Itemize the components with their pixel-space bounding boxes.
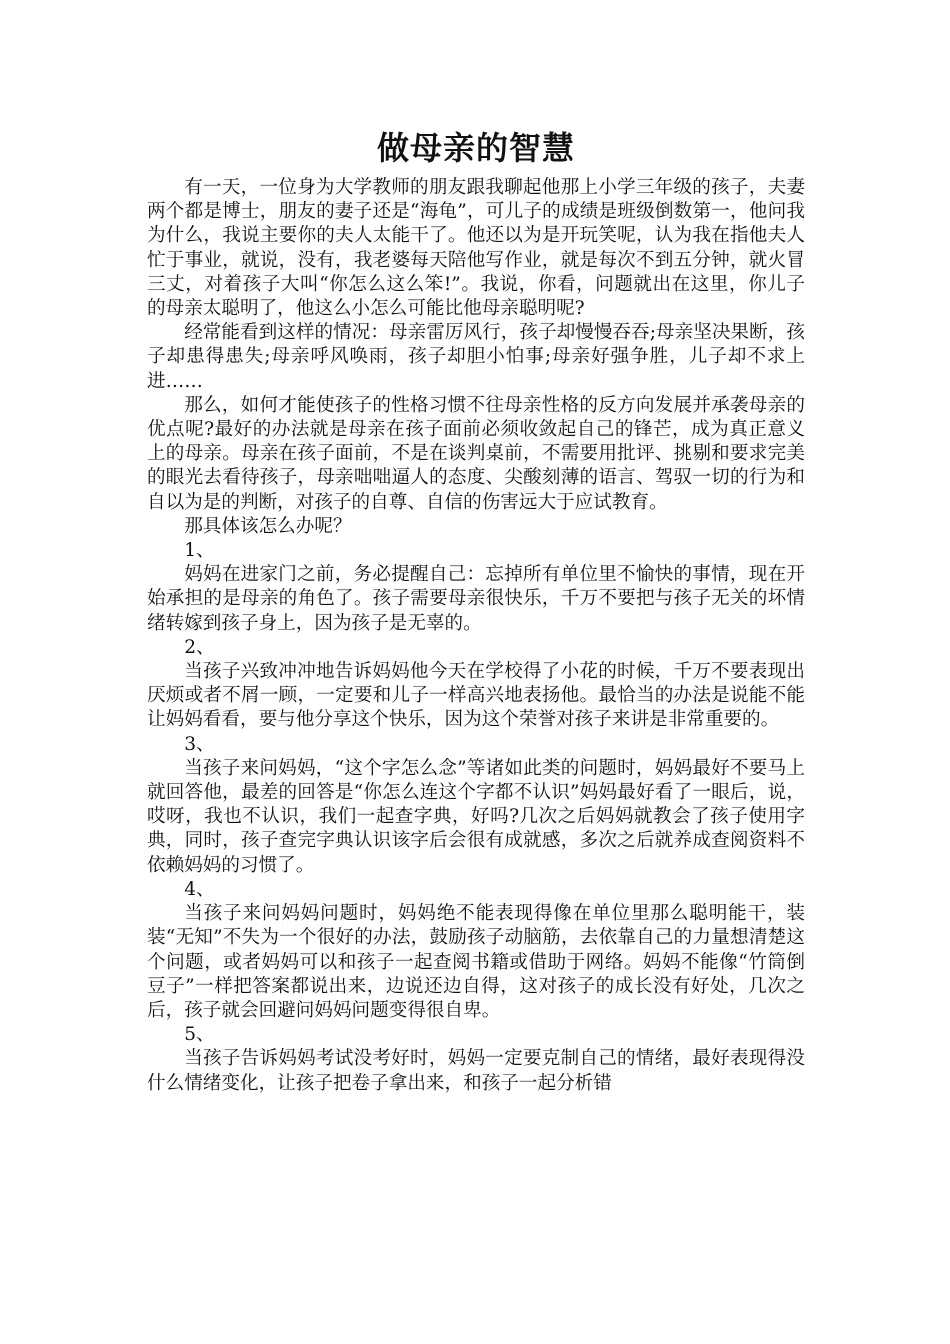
paragraph: 那具体该怎么办呢？ xyxy=(184,515,352,537)
section-number: 3、 xyxy=(184,733,215,755)
document-title: 做母亲的智慧 xyxy=(376,129,575,167)
section-number: 4、 xyxy=(184,878,215,900)
paragraph: 当孩子告诉妈妈考试没考好时，妈妈一定要克制自己的情绪，最好表现得没什么情绪变化，让孩子把卷子拿出来，和孩子一起分析错 xyxy=(147,1048,805,1094)
paragraph: 有一天，一位身为大学教师的朋友跟我聊起他那上小学三年级的孩子，夫妻两个都是博士，朋友的妻子还是“海龟”，可儿子的成绩是班级倒数第一，他问我为什么，我说主要你的夫人太能干了。他还以为是开玩笑呢，认为我在指他夫人忙于事业，就说，没有，我老婆每天陪他写作业，就是每次不到五分钟，就火冒三丈，对着孩子大叫“你怎么这么笨!”。我说，你看，问题就出在这里，你儿子的母亲太聪明了，他这么小怎么可能比他母亲聪明呢? xyxy=(147,177,805,320)
paragraph: 当孩子来问妈妈，“这个字怎么念”等诸如此类的问题时，妈妈最好不要马上就回答他，最差的回答是“你怎么连这个字都不认识”妈妈最好看了一眼后，说，哎呀，我也不认识，我们一起查字典，好吗?几次之后妈妈就教会了孩子使用字典，同时，孩子查完字典认识该字后会很有成就感，多次之后就养成查阅资料不依赖妈妈的习惯了。 xyxy=(147,757,805,876)
section-number: 2、 xyxy=(184,636,215,658)
paragraph: 当孩子来问妈妈问题时，妈妈绝不能表现得像在单位里那么聪明能干，装装“无知”不失为一个很好的办法，鼓励孩子动脑筋，去依靠自己的力量想清楚这个问题，或者妈妈可以和孩子一起查阅书籍或借助于网络。妈妈不能像“竹筒倒豆子”一样把答案都说出来，边说还边自得，这对孩子的成长没有好处，几次之后，孩子就会回避问妈妈问题变得很自卑。 xyxy=(147,903,805,1021)
document-page xyxy=(147,120,805,1096)
section-number: 1、 xyxy=(184,540,215,562)
paragraph: 经常能看到这样的情况：母亲雷厉风行，孩子却慢慢吞吞;母亲坚决果断，孩子却患得患失;母亲呼风唤雨，孩子却胆小怕事;母亲好强争胜，儿子却不求上进…… xyxy=(147,322,805,392)
paragraph: 妈妈在进家门之前，务必提醒自己：忘掉所有单位里不愉快的事情，现在开始承担的是母亲的角色了。孩子需要母亲很快乐，千万不要把与孩子无关的坏情绪转嫁到孩子身上，因为孩子是无辜的。 xyxy=(147,564,805,634)
paragraph: 那么，如何才能使孩子的性格习惯不往母亲性格的反方向发展并承袭母亲的优点呢?最好的办法就是母亲在孩子面前必须收敛起自己的锋芒，成为真正意义上的母亲。母亲在孩子面前，不是在谈判桌前，不需要用批评、挑剔和要求完美的眼光去看待孩子，母亲咄咄逼人的态度、尖酸刻薄的语言、驾驭一切的行为和自以为是的判断，对孩子的自尊、自信的伤害远大于应试教育。 xyxy=(147,394,805,513)
paragraph: 当孩子兴致冲冲地告诉妈妈他今天在学校得了小花的时候，千万不要表现出厌烦或者不屑一顾，一定要和儿子一样高兴地表扬他。最恰当的办法是说能不能让妈妈看看，要与他分享这个快乐，因为这个荣誉对孩子来讲是非常重要的。 xyxy=(147,661,805,731)
section-number: 5、 xyxy=(184,1024,215,1046)
